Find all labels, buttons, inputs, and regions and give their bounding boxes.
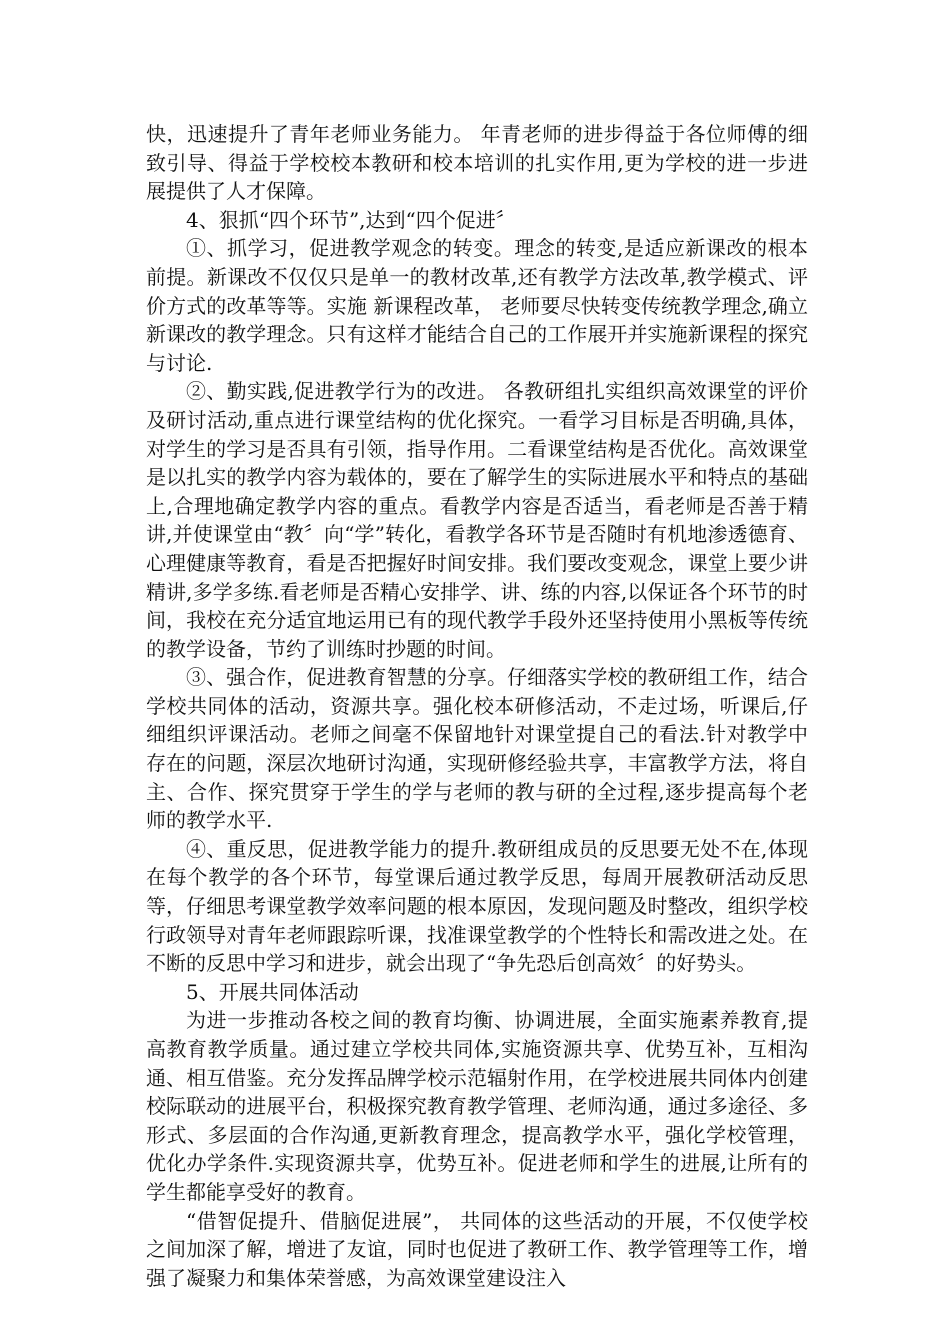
- paragraph-study: ①、抓学习，促进教学观念的转变。理念的转变,是适应新课改的根本前提。新课改不仅仅只是单一的教材改革,还有教学方法改革,教学模式、评价方式的改革等等。实施 新课程改革， 老师要尽快转变传统教学理念,确立新课改的教学理念。只有这样才能结合自己的工作展开并实施新课程的探究与讨论.: [146, 236, 808, 375]
- paragraph-community: 为进一步推动各校之间的教育均衡、协调进展，全面实施素养教育,提高教育教学质量。通过建立学校共同体,实施资源共享、优势互补，互相沟通、相互借鉴。充分发挥品牌学校示范辐射作用，在学校进展共同体内创建校际联动的进展平台，积极探究教育教学管理、老师沟通，通过多途径、多形式、多层面的合作沟通,更新教育理念，提高教学水平，强化学校管理，优化办学条件.实现资源共享，优势互补。促进老师和学生的进展,让所有的学生都能享受好的教育。: [146, 1008, 808, 1204]
- section-heading-5: 5、开展共同体活动: [186, 979, 359, 1004]
- paragraph-cooperation: ③、强合作，促进教育智慧的分享。仔细落实学校的教研组工作，结合学校共同体的活动，资源共享。强化校本研修活动，不走过场，听课后,仔细组织评课活动。老师之间毫不保留地针对课堂提自己的看法.针对教学中存在的问题，深层次地研讨沟通，实现研修经验共享，丰富教学方法，将自主、合作、探究贯穿于学生的学与老师的教与研的全过程,逐步提高每个老师的教学水平.: [146, 665, 808, 833]
- paragraph-practice: ②、勤实践,促进教学行为的改进。 各教研组扎实组织高效课堂的评价及研讨活动,重点进行课堂结构的优化探究。一看学习目标是否明确,具体，对学生的学习是否具有引领，指导作用。二看课堂结构是否优化。高效课堂是以扎实的教学内容为载体的，要在了解学生的实际进展水平和特点的基础上,合理地确定教学内容的重点。看教学内容是否适当，看老师是否善于精讲,并使课堂由“教〞向“学”转化，看教学各环节是否随时有机地渗透德育、心理健康等教育，看是否把握好时间安排。我们要改变观念，课堂上要少讲精讲,多学多练.看老师是否精心安排学、讲、练的内容,以保证各个环节的时间，我校在充分适宜地运用已有的现代教学手段外还坚持使用小黑板等传统的教学设备，节约了训练时抄题的时间。: [146, 379, 808, 661]
- paragraph-reflection: ④、重反思，促进教学能力的提升.教研组成员的反思要无处不在,体现在每个教学的各个环节，每堂课后通过教学反思，每周开展教研活动反思等，仔细思考课堂教学效率问题的根本原因，发现问题及时整改，组织学校行政领导对青年老师跟踪听课，找准课堂教学的个性特长和需改进之处。在不断的反思中学习和进步，就会出现了“争先恐后创高效〞的好势头。: [146, 836, 808, 976]
- section-heading-4: 4、狠抓“四个环节”,达到“四个促进〞: [186, 207, 516, 232]
- paragraph-community-effects: “借智促提升、借脑促进展”， 共同体的这些活动的开展，不仅使学校之间加深了解，增进了友谊，同时也促进了教研工作、教学管理等工作，增强了凝聚力和集体荣誉感，为高效课堂建设注入: [146, 1208, 808, 1290]
- document-body: [146, 120, 808, 1292]
- paragraph-continuation: 快，迅速提升了青年老师业务能力。 年青老师的进步得益于各位师傅的细致引导、得益于学校校本教研和校本培训的扎实作用,更为学校的进一步进展提供了人才保障。: [146, 122, 808, 204]
